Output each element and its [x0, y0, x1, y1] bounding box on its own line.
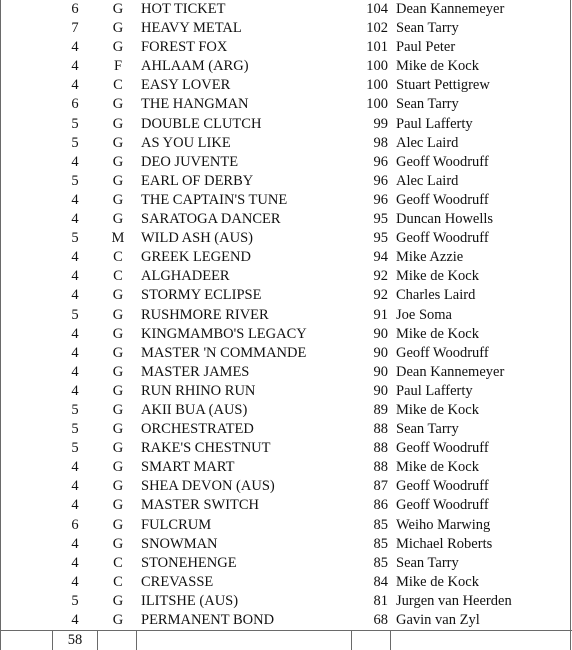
table-row: [0, 592, 572, 611]
age-cell: 4: [71, 535, 79, 552]
horse-name-cell: RAKE'S CHESTNUT: [141, 440, 271, 457]
horse-name-cell: FULCRUM: [141, 516, 212, 533]
table-row: [0, 439, 572, 458]
trainer-cell: Charles Laird: [396, 287, 476, 304]
trainer-cell: Mike de Kock: [396, 459, 479, 476]
rating-cell: 99: [373, 115, 388, 132]
age-cell: 4: [71, 382, 79, 399]
age-cell: 4: [71, 478, 79, 495]
rating-cell: 86: [373, 497, 388, 514]
sex-cell: G: [112, 440, 124, 457]
age-cell: 4: [71, 344, 79, 361]
rating-cell: 95: [373, 211, 388, 228]
rating-cell: 88: [373, 440, 388, 457]
table-row: [0, 573, 572, 592]
horse-name-cell: SARATOGA DANCER: [141, 211, 281, 228]
footer-row: [0, 630, 572, 650]
trainer-cell: Sean Tarry: [396, 20, 459, 37]
table-row: [0, 496, 572, 515]
age-cell: 5: [71, 306, 79, 323]
rating-cell: 90: [373, 344, 388, 361]
trainer-cell: Mike de Kock: [396, 58, 479, 75]
sex-cell: G: [112, 191, 124, 208]
age-cell: 5: [71, 230, 79, 247]
footer-separator: [390, 630, 391, 650]
horse-name-cell: GREEK LEGEND: [141, 249, 251, 266]
sex-cell: C: [113, 554, 123, 571]
trainer-cell: Mike de Kock: [396, 401, 479, 418]
trainer-cell: Sean Tarry: [396, 421, 459, 438]
rating-cell: 96: [373, 191, 388, 208]
sex-cell: G: [112, 459, 124, 476]
sex-cell: C: [113, 249, 123, 266]
sex-cell: G: [112, 287, 124, 304]
footer-separator: [136, 630, 137, 650]
table-row: [0, 0, 572, 19]
age-cell: 4: [71, 39, 79, 56]
rating-cell: 88: [373, 421, 388, 438]
trainer-cell: Paul Lafferty: [396, 115, 473, 132]
horse-name-cell: MASTER SWITCH: [141, 497, 260, 514]
age-cell: 5: [71, 134, 79, 151]
trainer-cell: Sean Tarry: [396, 96, 459, 113]
sex-cell: G: [112, 1, 124, 17]
footer-separator: [97, 630, 98, 650]
table-row: [0, 115, 572, 134]
table-row: [0, 210, 572, 229]
sex-cell: G: [112, 153, 124, 170]
age-cell: 4: [71, 459, 79, 476]
sex-cell: G: [112, 306, 124, 323]
horse-name-cell: AHLAAM (ARG): [141, 58, 249, 75]
rating-cell: 100: [366, 96, 388, 113]
sex-cell: C: [113, 573, 123, 590]
sex-cell: G: [112, 172, 124, 189]
trainer-cell: Alec Laird: [396, 172, 459, 189]
rating-cell: 96: [373, 153, 388, 170]
trainer-cell: Geoff Woodruff: [396, 478, 489, 495]
horse-name-cell: HOT TICKET: [141, 1, 226, 17]
sex-cell: G: [112, 516, 124, 533]
rating-cell: 90: [373, 363, 388, 380]
table-row: [0, 554, 572, 573]
table-row: [0, 134, 572, 153]
table-row: [0, 76, 572, 95]
rating-cell: 85: [373, 516, 388, 533]
sex-cell: G: [112, 115, 124, 132]
sex-cell: C: [113, 77, 123, 94]
rating-cell: 94: [373, 249, 388, 266]
trainer-cell: Geoff Woodruff: [396, 191, 489, 208]
table-row: [0, 401, 572, 420]
age-cell: 5: [71, 440, 79, 457]
horse-name-cell: RUSHMORE RIVER: [141, 306, 269, 323]
rating-cell: 102: [366, 20, 388, 37]
table-row: [0, 19, 572, 38]
age-cell: 5: [71, 401, 79, 418]
sex-cell: G: [112, 39, 124, 56]
age-cell: 4: [71, 573, 79, 590]
age-cell: 4: [71, 325, 79, 342]
rating-cell: 91: [373, 306, 388, 323]
horse-name-cell: MASTER JAMES: [141, 363, 250, 380]
trainer-cell: Stuart Pettigrew: [396, 77, 490, 94]
rating-cell: 92: [373, 268, 388, 285]
sex-cell: G: [112, 421, 124, 438]
horse-name-cell: CREVASSE: [141, 573, 214, 590]
trainer-cell: Duncan Howells: [396, 211, 494, 228]
sex-cell: G: [112, 211, 124, 228]
sex-cell: C: [113, 268, 123, 285]
age-cell: 4: [71, 153, 79, 170]
horse-name-cell: EASY LOVER: [141, 77, 231, 94]
horse-name-cell: THE HANGMAN: [141, 96, 249, 113]
rating-cell: 68: [373, 612, 388, 628]
rating-cell: 84: [373, 573, 388, 590]
rating-cell: 81: [373, 592, 388, 609]
rating-cell: 85: [373, 535, 388, 552]
table-row: [0, 153, 572, 172]
rating-cell: 90: [373, 382, 388, 399]
rating-cell: 88: [373, 459, 388, 476]
age-cell: 4: [71, 211, 79, 228]
age-cell: 4: [71, 249, 79, 266]
table-row: [0, 267, 572, 286]
sex-cell: G: [112, 592, 124, 609]
sex-cell: G: [112, 344, 124, 361]
trainer-cell: Geoff Woodruff: [396, 440, 489, 457]
trainer-cell: Joe Soma: [396, 306, 452, 323]
sex-cell: G: [112, 134, 124, 151]
horse-name-cell: AKII BUA (AUS): [141, 401, 248, 418]
horse-name-cell: ILITSHE (AUS): [141, 592, 239, 609]
sex-cell: G: [112, 363, 124, 380]
sex-cell: G: [112, 535, 124, 552]
table-row: [0, 611, 572, 630]
sex-cell: G: [112, 478, 124, 495]
table-row: [0, 535, 572, 554]
age-cell: 4: [71, 191, 79, 208]
horse-name-cell: FOREST FOX: [141, 39, 228, 56]
table-row: [0, 325, 572, 344]
table-row: [0, 172, 572, 191]
horse-name-cell: AS YOU LIKE: [141, 134, 231, 151]
row-count: 58: [67, 632, 83, 648]
table-row: [0, 344, 572, 363]
trainer-cell: Dean Kannemeyer: [396, 1, 505, 17]
trainer-cell: Geoff Woodruff: [396, 497, 489, 514]
age-cell: 5: [71, 172, 79, 189]
horse-name-cell: THE CAPTAIN'S TUNE: [141, 191, 288, 208]
age-cell: 6: [71, 516, 79, 533]
table-row: [0, 477, 572, 496]
horse-name-cell: EARL OF DERBY: [141, 172, 254, 189]
trainer-cell: Mike de Kock: [396, 325, 479, 342]
horse-name-cell: HEAVY METAL: [141, 20, 242, 37]
trainer-cell: Gavin van Zyl: [396, 612, 480, 628]
trainer-cell: Mike Azzie: [396, 249, 464, 266]
table-row: [0, 38, 572, 57]
trainer-cell: Dean Kannemeyer: [396, 363, 505, 380]
horse-name-cell: KINGMAMBO'S LEGACY: [141, 325, 307, 342]
age-cell: 4: [71, 497, 79, 514]
trainer-cell: Paul Peter: [396, 39, 456, 56]
horse-name-cell: PERMANENT BOND: [141, 612, 275, 628]
table-row: [0, 286, 572, 305]
table-row: [0, 248, 572, 267]
horse-name-cell: DEO JUVENTE: [141, 153, 239, 170]
age-cell: 4: [71, 612, 79, 628]
trainer-cell: Jurgen van Heerden: [396, 592, 512, 609]
trainer-cell: Michael Roberts: [396, 535, 493, 552]
horse-name-cell: SHEA DEVON (AUS): [141, 478, 275, 495]
table-row: [0, 95, 572, 114]
sex-cell: F: [113, 58, 123, 75]
sex-cell: G: [112, 401, 124, 418]
horse-name-cell: ORCHESTRATED: [141, 421, 254, 438]
age-cell: 4: [71, 58, 79, 75]
trainer-cell: Mike de Kock: [396, 573, 479, 590]
horse-name-cell: SNOWMAN: [141, 535, 218, 552]
trainer-cell: Sean Tarry: [396, 554, 459, 571]
trainer-cell: Mike de Kock: [396, 268, 479, 285]
trainer-cell: Geoff Woodruff: [396, 230, 489, 247]
table-row: [0, 57, 572, 76]
horse-name-cell: SMART MART: [141, 459, 235, 476]
rating-cell: 85: [373, 554, 388, 571]
trainer-cell: Geoff Woodruff: [396, 153, 489, 170]
horse-name-cell: STONEHENGE: [141, 554, 237, 571]
horse-name-cell: MASTER 'N COMMANDE: [141, 344, 307, 361]
sex-cell: G: [112, 497, 124, 514]
trainer-cell: Paul Lafferty: [396, 382, 473, 399]
age-cell: 5: [71, 592, 79, 609]
horse-name-cell: RUN RHINO RUN: [141, 382, 256, 399]
rating-cell: 89: [373, 401, 388, 418]
table-row: [0, 516, 572, 535]
age-cell: 5: [71, 421, 79, 438]
trainer-cell: Geoff Woodruff: [396, 344, 489, 361]
sex-cell: G: [112, 612, 124, 628]
horse-name-cell: ALGHADEER: [141, 268, 230, 285]
sex-cell: G: [112, 382, 124, 399]
rating-cell: 104: [366, 1, 388, 17]
age-cell: 4: [71, 77, 79, 94]
sex-cell: G: [112, 20, 124, 37]
rating-cell: 100: [366, 77, 388, 94]
age-cell: 5: [71, 115, 79, 132]
sex-cell: M: [111, 230, 125, 247]
table-row: [0, 420, 572, 439]
age-cell: 4: [71, 363, 79, 380]
table-row: [0, 229, 572, 248]
rating-cell: 101: [366, 39, 388, 56]
sex-cell: G: [112, 96, 124, 113]
age-cell: 7: [71, 20, 79, 37]
trainer-cell: Weiho Marwing: [396, 516, 491, 533]
table-row: [0, 458, 572, 477]
rating-cell: 92: [373, 287, 388, 304]
horse-name-cell: WILD ASH (AUS): [141, 230, 253, 247]
rating-cell: 87: [373, 478, 388, 495]
age-cell: 4: [71, 268, 79, 285]
age-cell: 4: [71, 287, 79, 304]
rating-cell: 96: [373, 172, 388, 189]
age-cell: 6: [71, 96, 79, 113]
footer-separator: [351, 630, 352, 650]
age-cell: 4: [71, 554, 79, 571]
rating-cell: 90: [373, 325, 388, 342]
table-row: [0, 382, 572, 401]
horse-name-cell: STORMY ECLIPSE: [141, 287, 262, 304]
sex-cell: G: [112, 325, 124, 342]
trainer-cell: Alec Laird: [396, 134, 459, 151]
horse-name-cell: DOUBLE CLUTCH: [141, 115, 262, 132]
rating-cell: 100: [366, 58, 388, 75]
age-cell: 6: [71, 1, 79, 17]
table-row: [0, 191, 572, 210]
table-row: [0, 306, 572, 325]
table-row: [0, 363, 572, 382]
rating-cell: 95: [373, 230, 388, 247]
rating-cell: 98: [373, 134, 388, 151]
